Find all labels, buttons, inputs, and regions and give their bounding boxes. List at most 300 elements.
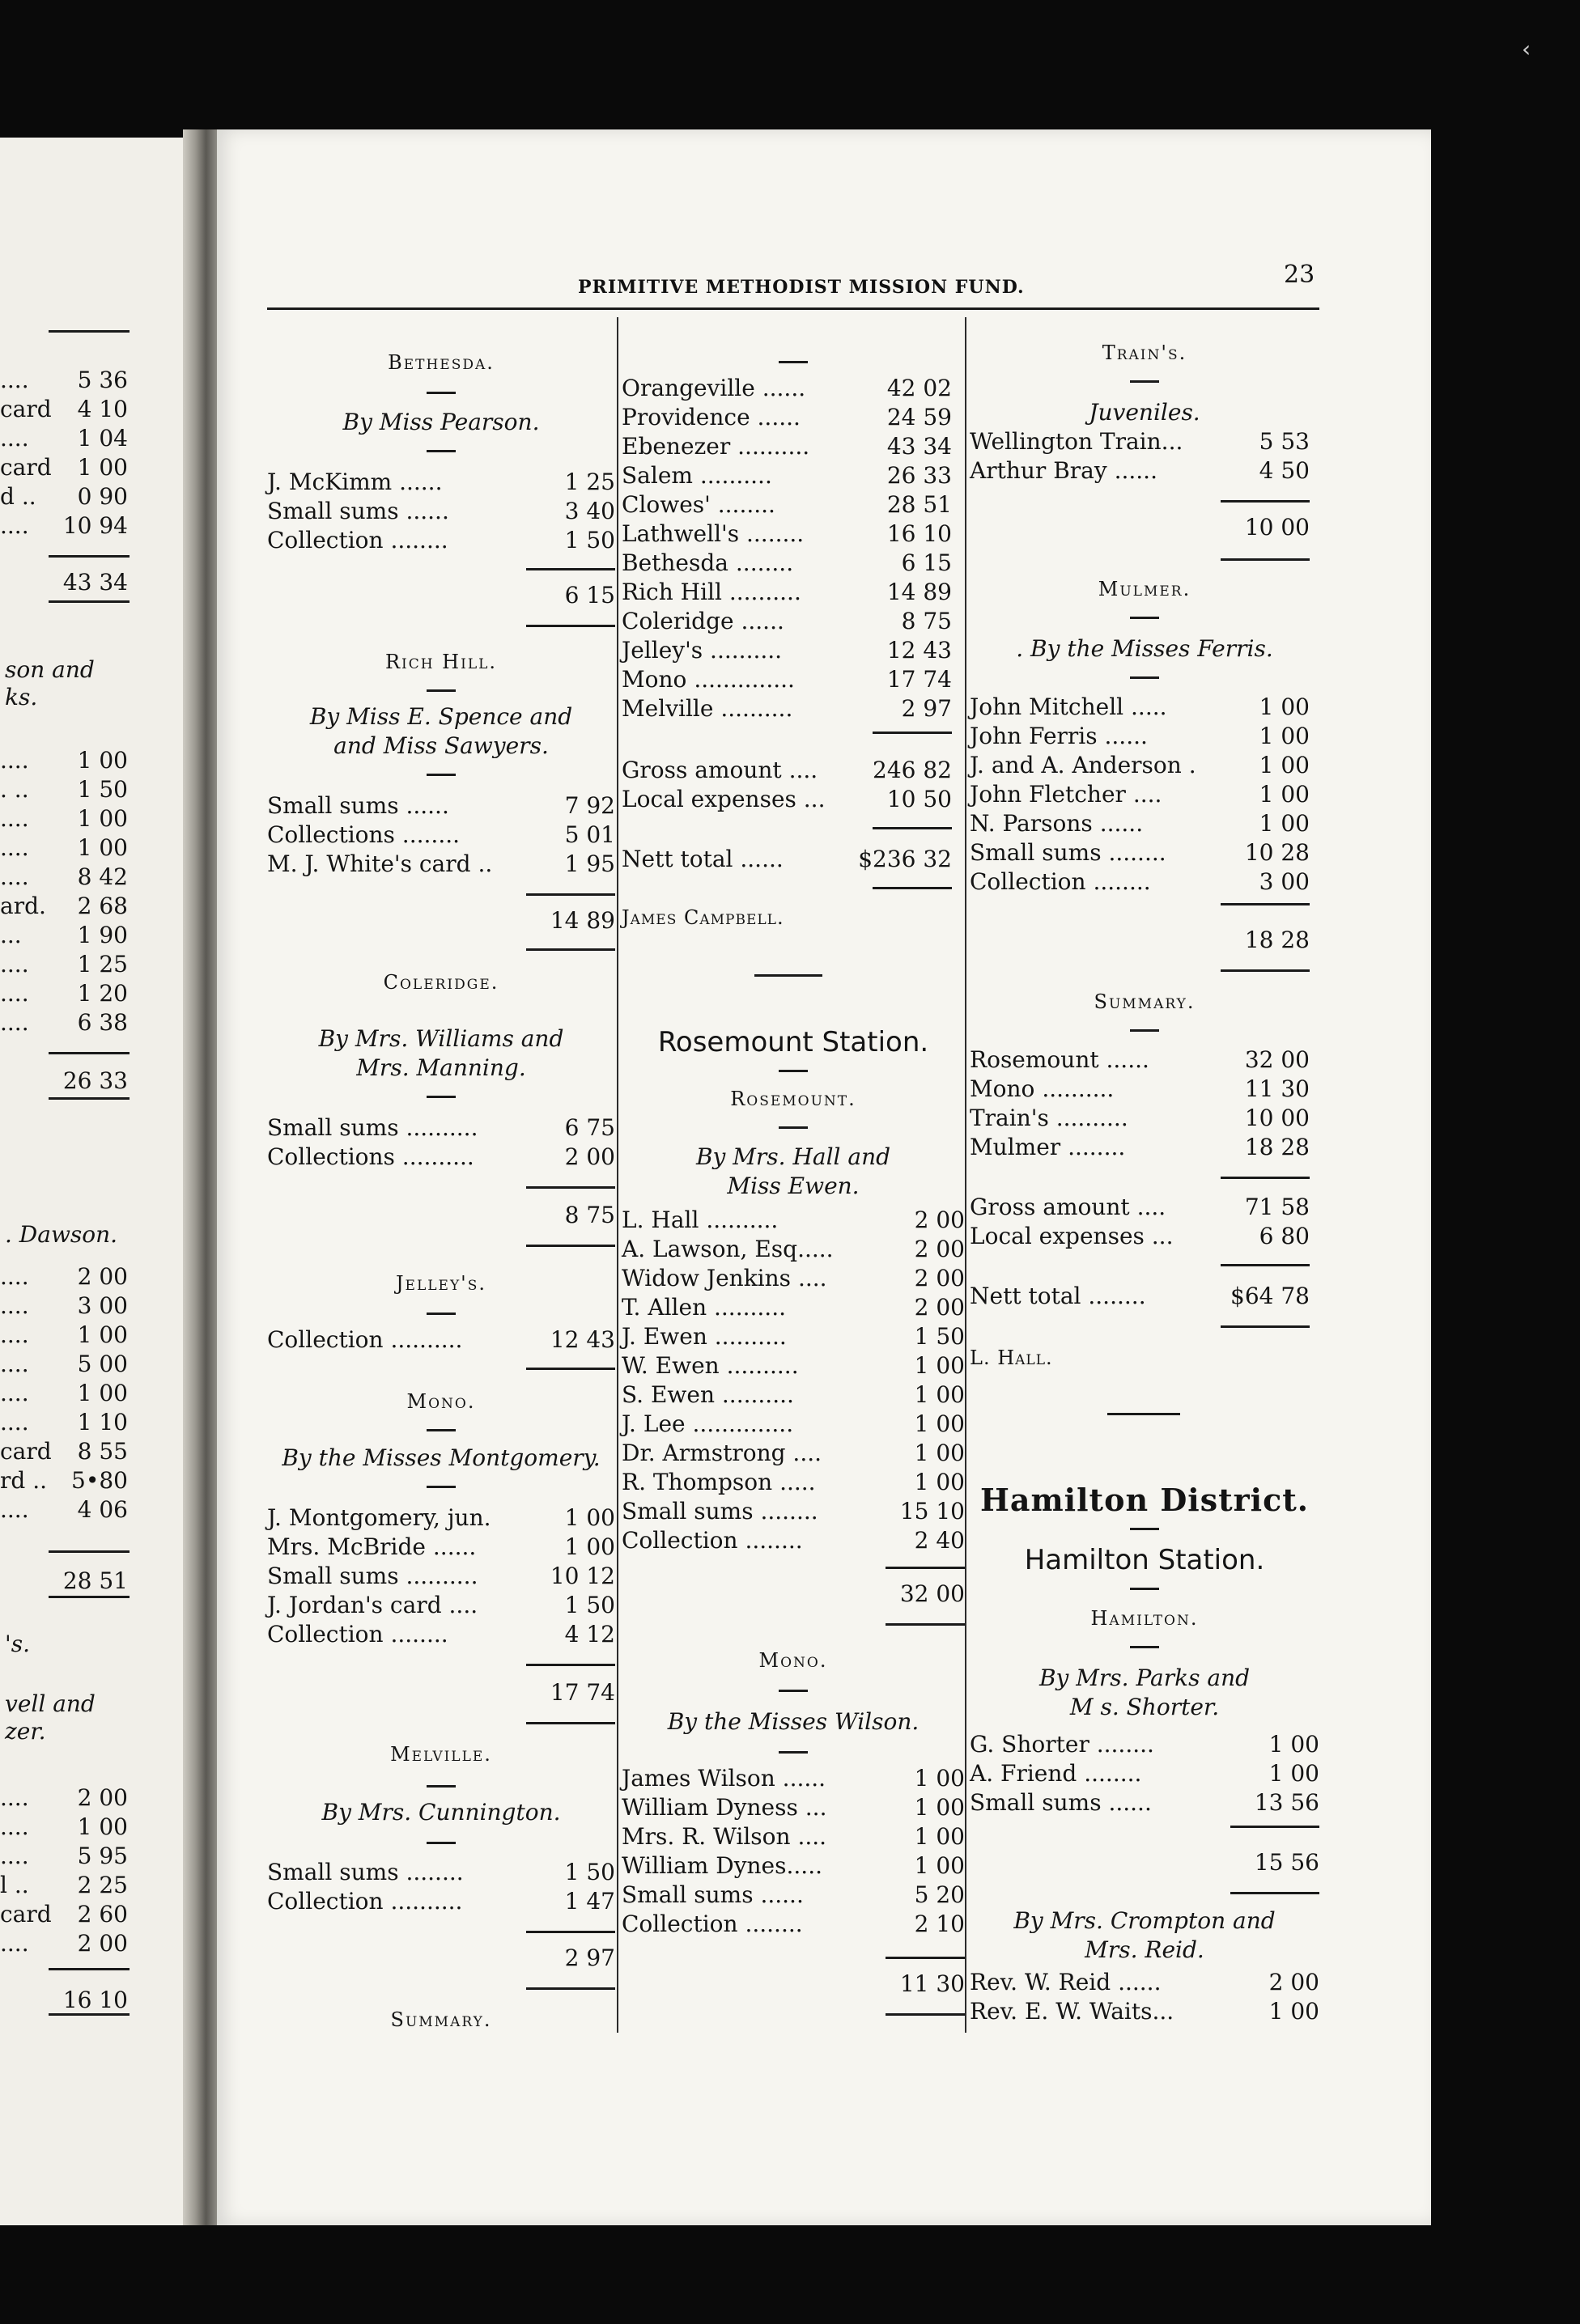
entry-amount: 1 00	[564, 1504, 615, 1531]
entry-label: ....	[0, 863, 29, 890]
entry-line	[0, 511, 128, 541]
total-rule	[49, 1052, 130, 1054]
entry-line	[622, 665, 952, 694]
section-heading: Mono.	[758, 1649, 828, 1672]
left-fragment-heading: . Dawson.	[5, 1221, 118, 1248]
section-heading: Train's.	[1102, 341, 1187, 364]
entry-line	[267, 497, 615, 526]
entry-line	[0, 1262, 128, 1291]
entry-amount: 2 00	[77, 1784, 128, 1811]
total-rule	[1230, 1892, 1319, 1894]
entry-label: card	[0, 396, 52, 422]
by-line: M s. Shorter.	[1069, 1694, 1220, 1720]
by-line: By the Misses Wilson.	[667, 1708, 920, 1735]
entry-label: ....	[0, 834, 29, 861]
section-heading: Rosemount.	[730, 1088, 856, 1110]
entry-line	[970, 1104, 1310, 1133]
by-line: Miss Ewen.	[727, 1173, 860, 1199]
entry-amount: 1 95	[564, 850, 615, 877]
total-rule	[526, 1664, 615, 1666]
entry-label: ....	[0, 1380, 29, 1406]
entry-label: Nett total ........	[970, 1283, 1146, 1309]
entry-line	[622, 490, 952, 520]
entry-label: Collection ........	[267, 1621, 448, 1648]
entry-line	[0, 1437, 128, 1466]
entry-label: card	[0, 1438, 52, 1465]
entry-line	[0, 775, 128, 804]
entry-label: ard.	[0, 893, 46, 919]
entry-label: Wellington Train...	[970, 428, 1183, 455]
section-heading: Hamilton.	[1090, 1607, 1199, 1630]
section-dash	[427, 1313, 456, 1315]
entry-line	[0, 1495, 128, 1525]
total-rule	[526, 1186, 615, 1189]
entry-line	[0, 1321, 128, 1350]
by-line: . By the Misses Ferris.	[1016, 635, 1273, 662]
section-dash	[779, 1070, 808, 1072]
entry-line	[0, 1408, 128, 1437]
entry-line	[0, 1900, 128, 1929]
column-divider-1	[617, 317, 618, 2033]
total-rule	[526, 893, 615, 896]
entry-line	[622, 1439, 965, 1468]
section-total: 15 56	[1254, 1849, 1319, 1876]
left-page-column	[0, 138, 138, 2225]
entry-amount: 6 80	[1259, 1223, 1310, 1249]
left-fragment-heading: 's.	[5, 1631, 30, 1657]
entry-amount: 2 60	[77, 1901, 128, 1927]
total-rule	[49, 330, 130, 333]
entry-amount: 1 00	[914, 1469, 965, 1495]
entry-amount: 1 50	[564, 1859, 615, 1885]
total-rule	[526, 1931, 615, 1933]
entry-line	[970, 427, 1310, 456]
entry-label: A. Lawson, Esq.....	[622, 1236, 834, 1262]
entry-amount: 1 00	[1268, 1731, 1319, 1758]
entry-label: Salem ..........	[622, 462, 772, 489]
total-rule	[49, 1596, 130, 1598]
section-total: 11 30	[899, 1970, 965, 1997]
entry-line	[970, 693, 1310, 722]
entry-amount: 2 00	[914, 1207, 965, 1233]
entry-line	[267, 850, 615, 879]
total-rule	[754, 974, 822, 977]
entry-label: Local expenses ...	[622, 786, 826, 812]
entry-line	[622, 845, 952, 874]
entry-line	[970, 751, 1310, 780]
entry-amount: 4 50	[1259, 457, 1310, 484]
entry-line	[0, 746, 128, 775]
by-line: By Miss E. Spence and	[309, 703, 573, 730]
entry-label: ....	[0, 1292, 29, 1319]
section-heading: Summary.	[390, 2008, 492, 2031]
by-line: and Miss Sawyers.	[333, 732, 549, 759]
section-heading: Jelley's.	[395, 1272, 487, 1295]
entry-line	[970, 1045, 1310, 1075]
entry-amount: 1 00	[77, 747, 128, 774]
scan-speck-mark: ‹	[1522, 36, 1531, 62]
entry-label: ....	[0, 805, 29, 832]
entry-amount: 1 00	[1259, 693, 1310, 720]
entry-label: Rev. W. Reid ......	[970, 1969, 1162, 1995]
entry-label: . ..	[0, 776, 29, 803]
left-page-fragment	[0, 138, 194, 2225]
entry-amount: 1 25	[564, 469, 615, 495]
entry-label: William Dynes.....	[622, 1852, 822, 1879]
entry-amount: 17 74	[886, 666, 952, 693]
entry-amount: 1 00	[914, 1410, 965, 1437]
station-title: Hamilton Station.	[1024, 1544, 1265, 1576]
entry-line	[0, 892, 128, 921]
section-heading: Coleridge.	[383, 971, 499, 994]
entry-line	[970, 838, 1310, 867]
entry-amount: 16 10	[886, 520, 952, 547]
total-rule	[886, 1623, 965, 1626]
entry-line	[0, 482, 128, 511]
total-rule	[526, 1722, 615, 1724]
entry-line	[622, 1322, 965, 1351]
entry-label: ....	[0, 1813, 29, 1840]
total-rule	[886, 1957, 965, 1959]
entry-label: ....	[0, 951, 29, 978]
entry-label: Small sums ......	[267, 792, 449, 819]
entry-amount: 71 58	[1244, 1194, 1310, 1220]
entry-amount: 2 00	[914, 1294, 965, 1321]
entry-amount: 28 51	[886, 491, 952, 518]
by-line: By Mrs. Crompton and	[1013, 1907, 1276, 1934]
total-rule	[1221, 1325, 1310, 1328]
entry-label: card	[0, 1901, 52, 1927]
entry-amount: $64 78	[1230, 1283, 1310, 1309]
entry-amount: 43 34	[886, 433, 952, 460]
total-rule	[1221, 500, 1310, 503]
section-heading: Melville.	[390, 1743, 492, 1766]
entry-label: Mono ..........	[970, 1075, 1115, 1102]
entry-label: Jelley's ..........	[622, 637, 783, 664]
total-rule	[49, 1097, 130, 1100]
entry-label: Small sums ......	[267, 498, 449, 524]
entry-line	[622, 785, 952, 814]
entry-line	[622, 1910, 965, 1939]
entry-label: J. Montgomery, jun.	[267, 1504, 491, 1531]
entry-label: ....	[0, 980, 29, 1007]
entry-label: Orangeville ......	[622, 375, 806, 401]
entry-amount: 1 90	[77, 922, 128, 948]
entry-amount: 5 00	[77, 1351, 128, 1377]
entry-amount: 4 10	[77, 396, 128, 422]
section-dash	[1130, 1029, 1159, 1032]
entry-label: ...	[0, 922, 22, 948]
entry-amount: 6 38	[77, 1009, 128, 1036]
entry-label: Small sums ........	[622, 1498, 818, 1525]
entry-line	[267, 1325, 615, 1355]
entry-line	[970, 1133, 1310, 1162]
entry-line	[970, 1997, 1319, 2026]
section-heading: Bethesda.	[388, 351, 495, 374]
section-dash	[427, 1785, 456, 1788]
section-dash	[1130, 676, 1159, 679]
entry-line	[0, 950, 128, 979]
entry-amount: 2 68	[77, 893, 128, 919]
entry-label: R. Thompson .....	[622, 1469, 816, 1495]
entry-line	[267, 468, 615, 497]
total-rule	[1221, 969, 1310, 972]
entry-label: card	[0, 454, 52, 481]
total-rule	[49, 1968, 130, 1970]
entry-amount: 1 00	[914, 1381, 965, 1408]
entry-line	[622, 694, 952, 723]
entry-label: John Fletcher ....	[970, 781, 1162, 808]
entry-line	[267, 1562, 615, 1591]
entry-label: Gross amount ....	[622, 757, 818, 783]
entry-amount: 26 33	[62, 1067, 128, 1094]
entry-line	[267, 1591, 615, 1620]
entry-amount: 14 89	[886, 579, 952, 605]
entry-label: S. Ewen ..........	[622, 1381, 794, 1408]
column-2	[622, 0, 965, 2324]
entry-line	[0, 1067, 128, 1096]
entry-line	[970, 780, 1310, 809]
section-heading: Mulmer.	[1098, 578, 1191, 600]
entry-amount: 3 40	[564, 498, 615, 524]
entry-amount: 1 00	[77, 1321, 128, 1348]
entry-amount: 11 30	[1244, 1075, 1310, 1102]
section-dash	[1130, 1528, 1159, 1530]
by-line: By Mrs. Cunnington.	[321, 1799, 561, 1826]
entry-line	[0, 1842, 128, 1871]
entry-label: Mono ..............	[622, 666, 795, 693]
entry-line	[0, 1783, 128, 1813]
entry-line	[267, 1887, 615, 1916]
entry-label: Small sums ......	[622, 1881, 804, 1908]
by-line: Juveniles.	[1089, 399, 1200, 426]
section-dash	[427, 1842, 456, 1844]
entry-line	[622, 1764, 965, 1793]
left-fragment-heading: ks.	[5, 684, 38, 710]
entry-amount: 10 28	[1244, 839, 1310, 866]
entry-line	[970, 1788, 1319, 1817]
entry-line	[622, 607, 952, 636]
entry-label: Providence ......	[622, 404, 801, 430]
column-divider-2	[965, 317, 966, 2033]
entry-amount: 10 50	[886, 786, 952, 812]
entry-label: ....	[0, 1263, 29, 1290]
total-rule	[526, 1987, 615, 1990]
entry-label: ....	[0, 1843, 29, 1869]
section-dash	[779, 1690, 808, 1692]
by-line: By the Misses Montgomery.	[282, 1444, 601, 1471]
entry-label: Nett total ......	[622, 846, 784, 872]
entry-amount: 2 00	[77, 1263, 128, 1290]
total-rule	[49, 555, 130, 558]
entry-amount: 1 10	[77, 1409, 128, 1436]
entry-amount: 1 20	[77, 980, 128, 1007]
entry-line	[0, 1379, 128, 1408]
entry-label: Mulmer ........	[970, 1134, 1126, 1160]
entry-amount: 1 00	[914, 1852, 965, 1879]
section-total: 6 15	[564, 582, 615, 609]
entry-line	[622, 374, 952, 403]
entry-label: Collection ........	[970, 868, 1151, 895]
entry-line	[970, 1282, 1310, 1311]
by-line: By Mrs. Parks and	[1038, 1665, 1251, 1691]
entry-line	[622, 549, 952, 578]
entry-line	[0, 395, 128, 424]
by-line: By Mrs. Williams and	[318, 1025, 564, 1052]
entry-amount: 1 04	[77, 425, 128, 452]
entry-amount: 1 00	[1259, 723, 1310, 749]
section-total: 32 00	[899, 1580, 965, 1607]
section-dash	[427, 1486, 456, 1488]
by-line: By Mrs. Hall and	[695, 1143, 891, 1170]
entry-label: d ..	[0, 483, 36, 510]
total-rule	[1221, 1177, 1310, 1179]
section-total: 10 00	[1244, 514, 1310, 541]
entry-label: Collection ........	[622, 1527, 803, 1554]
entry-line	[622, 756, 952, 785]
total-rule	[526, 1245, 615, 1247]
entry-amount: 2 00	[77, 1930, 128, 1957]
entry-amount: 2 25	[77, 1872, 128, 1898]
entry-amount: 2 00	[1268, 1969, 1319, 1995]
section-heading: Mono.	[406, 1390, 476, 1413]
entry-amount: 12 43	[550, 1326, 615, 1353]
entry-amount: 1 00	[914, 1794, 965, 1821]
entry-line	[970, 456, 1310, 486]
by-line: Mrs. Reid.	[1085, 1936, 1204, 1963]
entry-amount: 1 00	[1259, 781, 1310, 808]
entry-amount: 26 33	[886, 462, 952, 489]
entry-amount: 1 50	[564, 1592, 615, 1618]
column-1	[267, 0, 615, 2324]
entry-amount: 1 00	[914, 1823, 965, 1850]
section-dash	[427, 450, 456, 452]
signature: James Campbell.	[622, 906, 784, 929]
entry-label: Rosemount ......	[970, 1046, 1149, 1073]
section-dash	[779, 1751, 808, 1754]
entry-label: Melville ..........	[622, 695, 793, 722]
total-rule	[526, 568, 615, 570]
column-3	[970, 0, 1319, 2324]
entry-line	[622, 1881, 965, 1910]
entry-amount: 1 00	[77, 454, 128, 481]
section-total: 8 75	[564, 1202, 615, 1228]
entry-label: Collection ..........	[267, 1326, 463, 1353]
entry-label: Small sums ......	[970, 1789, 1152, 1816]
entry-line	[622, 461, 952, 490]
entry-line	[0, 833, 128, 863]
entry-line	[970, 809, 1310, 838]
entry-amount: 32 00	[1244, 1046, 1310, 1073]
total-rule	[526, 625, 615, 627]
entry-line	[0, 1008, 128, 1037]
entry-line	[267, 791, 615, 821]
entry-line	[0, 1567, 128, 1596]
entry-line	[622, 1468, 965, 1497]
entry-amount: 5 01	[564, 821, 615, 848]
entry-label: Collections ........	[267, 821, 461, 848]
entry-amount: 1 50	[914, 1323, 965, 1350]
entry-amount: 24 59	[886, 404, 952, 430]
total-rule	[1221, 1264, 1310, 1266]
entry-label: Coleridge ......	[622, 608, 784, 634]
entry-label: ....	[0, 367, 29, 393]
entry-label: Collections ..........	[267, 1143, 474, 1170]
entry-line	[622, 520, 952, 549]
entry-label: Small sums ..........	[267, 1563, 478, 1589]
entry-label: Train's ..........	[970, 1105, 1128, 1131]
entry-label: N. Parsons ......	[970, 810, 1144, 837]
section-dash	[779, 1126, 808, 1129]
entry-amount: 1 00	[1268, 1998, 1319, 2025]
entry-amount: 1 00	[77, 1813, 128, 1840]
entry-label: John Ferris ......	[970, 723, 1148, 749]
page-number: 23	[1284, 261, 1315, 289]
entry-line	[622, 1851, 965, 1881]
entry-line	[622, 578, 952, 607]
section-dash	[427, 689, 456, 692]
entry-amount: 1 00	[1259, 810, 1310, 837]
entry-line	[0, 863, 128, 892]
entry-label: Mrs. R. Wilson ....	[622, 1823, 827, 1850]
left-fragment-heading: son and	[5, 656, 95, 683]
entry-label: John Mitchell .....	[970, 693, 1167, 720]
entry-line	[970, 1193, 1310, 1222]
station-title: Rosemount Station.	[657, 1026, 929, 1058]
entry-amount: 2 10	[914, 1911, 965, 1937]
section-total: 14 89	[550, 907, 615, 934]
entry-line	[970, 1222, 1310, 1251]
entry-label: William Dyness ...	[622, 1794, 827, 1821]
entry-label: Widow Jenkins ....	[622, 1265, 827, 1291]
district-title: Hamilton District.	[979, 1482, 1310, 1518]
entry-line	[622, 1822, 965, 1851]
entry-line	[0, 1813, 128, 1842]
left-fragment-heading: vell and	[5, 1690, 96, 1717]
entry-label: Arthur Bray ......	[970, 457, 1157, 484]
entry-amount: 8 75	[901, 608, 952, 634]
section-heading: Summary.	[1094, 990, 1196, 1013]
total-rule	[526, 948, 615, 951]
entry-line	[267, 1143, 615, 1172]
entry-label: Local expenses ...	[970, 1223, 1174, 1249]
total-rule	[886, 1567, 965, 1569]
entry-line	[267, 1620, 615, 1649]
entry-label: M. J. White's card ..	[267, 850, 493, 877]
entry-line	[622, 1293, 965, 1322]
entry-amount: 2 00	[914, 1265, 965, 1291]
entry-label: ....	[0, 1784, 29, 1811]
entry-label: Ebenezer ..........	[622, 433, 810, 460]
entry-label: ....	[0, 1321, 29, 1348]
entry-label: l ..	[0, 1872, 29, 1898]
total-rule	[1230, 1826, 1319, 1828]
entry-amount: 2 97	[901, 695, 952, 722]
entry-amount: 0 90	[77, 483, 128, 510]
entry-label: ....	[0, 1009, 29, 1036]
entry-line	[622, 403, 952, 432]
total-rule	[873, 732, 952, 734]
entry-amount: 1 00	[77, 834, 128, 861]
entry-label: T. Allen ..........	[622, 1294, 786, 1321]
entry-amount: 10 94	[62, 512, 128, 539]
total-rule	[873, 887, 952, 889]
total-rule	[873, 827, 952, 829]
total-rule	[1107, 1413, 1180, 1415]
total-rule	[49, 1550, 130, 1553]
section-dash	[427, 392, 456, 394]
entry-label: ....	[0, 425, 29, 452]
